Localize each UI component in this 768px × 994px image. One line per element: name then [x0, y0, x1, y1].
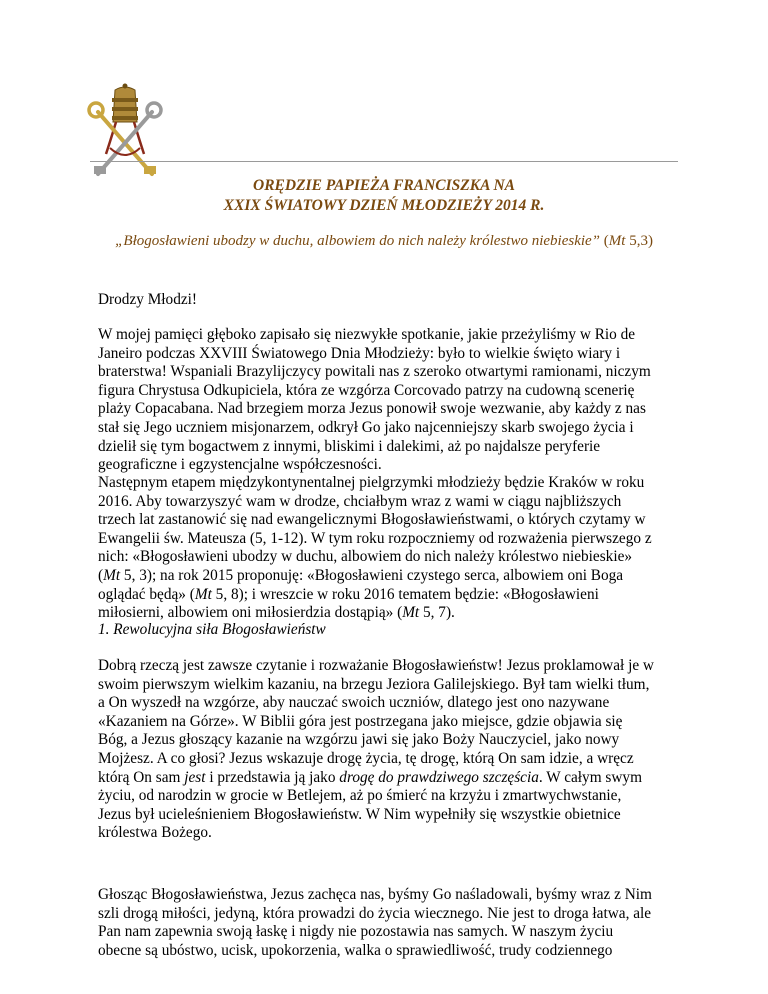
text-line: Ewangelii św. Mateusza (5, 1-12). W tym roku rozpoczniemy od rozważenia pierwszego z — [98, 529, 652, 547]
text-line: geograficzne i egzystencjalne współczesności. — [98, 456, 382, 474]
text-line: szli drogą miłości, jedyną, która prowadzi do życia wiecznego. Nie jest to droga łatwa, ale — [98, 904, 652, 922]
paragraph-2 — [98, 474, 680, 623]
text-line: braterstwa! Wspaniali Brazylijczycy powitali nas z szeroko otwartymi ramionami, niczym — [98, 363, 651, 381]
text-line: obecne są ubóstwo, ucisk, upokorzenia, walka o sprawiedliwość, trudy codziennego — [98, 941, 613, 959]
text-line: a On wyszedł na wzgórze, aby nauczać swoich uczniów, dlatego jest ono nazywane — [98, 694, 610, 712]
text-line: Janeiro podczas XXVIII Światowego Dnia Młodzieży: było to wielkie święto wiary i — [98, 344, 621, 362]
text-line: swoim pierwszym wielkim kazaniu, na brzegu Jeziora Galilejskiego. Był tam wielki tłum, — [98, 675, 650, 693]
text-line: 2016. Aby towarzyszyć wam w drodze, chciałbym wraz z wami w ciągu najbliższych — [98, 492, 622, 510]
text-line: Dobrą rzeczą jest zawsze czytanie i rozważanie Błogosławieństw! Jezus proklamował je w — [98, 657, 654, 674]
text-line: trzech lat zastanowić się nad ewangelicznymi Błogosławieństwami, o których czytamy w — [98, 511, 646, 529]
text-line: Pan nam zapewnia swoją łaskę i nigdy nie pozostawia nas samych. W naszym życiu — [98, 923, 614, 941]
text-line: Jezus był ucieleśnieniem Błogosławieństw. W Nim wypełniły się wszystkie obietnice — [98, 805, 621, 823]
text-line: Głosząc Błogosławieństwa, Jezus zachęca nas, byśmy Go naśladowali, byśmy wraz z Nim — [98, 886, 652, 903]
text-line: Mojżesz. A co głosi? Jezus wskazuje drogę życia, tę drogę, którą On sam idzie, a wręcz — [98, 749, 634, 767]
text-line: życiu, od narodzin w grocie w Betlejem, aż po śmierć na krzyżu i zmartwychwstanie, — [98, 787, 622, 805]
text-line: Bóg, a Jezus głoszący kazanie na wzgórzu jawi się jako Boży Nauczyciel, jako nowy — [98, 731, 620, 749]
text-line: którą On sam jest i przedstawia ją jako drogę do prawdziwego szczęścia. W całym swym — [98, 768, 642, 786]
document-title-line-2: XXIX ŚWIATOWY DZIEŃ MŁODZIEŻY 2014 R. — [223, 197, 545, 214]
text-line: nich: «Błogosławieni ubodzy w duchu, albowiem do nich należy królestwo niebieskie» — [98, 548, 633, 566]
section-heading: 1. Rewolucyjna siła Błogosławieństw — [98, 621, 326, 638]
motto-reference: (Mt 5,3) — [603, 233, 653, 249]
text-line: plaży Copacabana. Nad brzegiem morza Jezus ponowił swoje wezwanie, aby każdy z nas — [98, 400, 646, 418]
text-line: miłosierni, albowiem oni miłosierdzia dostąpią» (Mt 5, 7). — [98, 604, 455, 622]
paragraph-3 — [98, 657, 680, 843]
text-line: dzielił się tym bogactwem z innymi, bliskimi i dalekimi, aż po najdalsze peryferie — [98, 437, 601, 455]
paragraph-4 — [98, 886, 680, 960]
text-line: «Kazaniem na Górze». W Biblii góra jest postrzegana jako miejsce, gdzie objawia się — [98, 712, 623, 730]
text-line: W mojej pamięci głęboko zapisało się niezwykłe spotkanie, jakie przeżyliśmy w Rio de — [98, 326, 636, 343]
text-line: oglądać będą» (Mt 5, 8); i wreszcie w roku 2016 tematem będzie: «Błogosławieni — [98, 585, 599, 603]
greeting: Drodzy Młodzi! — [98, 291, 197, 308]
header-divider — [90, 161, 678, 162]
motto-text: „Błogosławieni ubodzy w duchu, albowiem do nich należy królestwo niebieskie” — [115, 233, 601, 249]
text-line: (Mt 5, 3); na rok 2015 proponuję: «Błogosławieni czystego serca, albowiem oni Boga — [98, 566, 624, 584]
papal-coat-of-arms-icon — [80, 82, 170, 182]
text-line: figura Chrystusa Odkupiciela, która ze wzgórza Corcovado patrzy na cudowną scenerię — [98, 381, 635, 399]
document-title-line-1: ORĘDZIE PAPIEŻA FRANCISZKA NA — [253, 177, 515, 194]
text-line: królestwa Bożego. — [98, 824, 212, 842]
paragraph-1 — [98, 326, 680, 475]
motto-quote — [90, 231, 678, 251]
text-line: Następnym etapem międzykontynentalnej pielgrzymki młodzieży będzie Kraków w roku — [98, 474, 645, 491]
text-line: stał się Jego uczniem misjonarzem, odkrył Go jako najcenniejszy skarb swojego życia i — [98, 418, 634, 436]
